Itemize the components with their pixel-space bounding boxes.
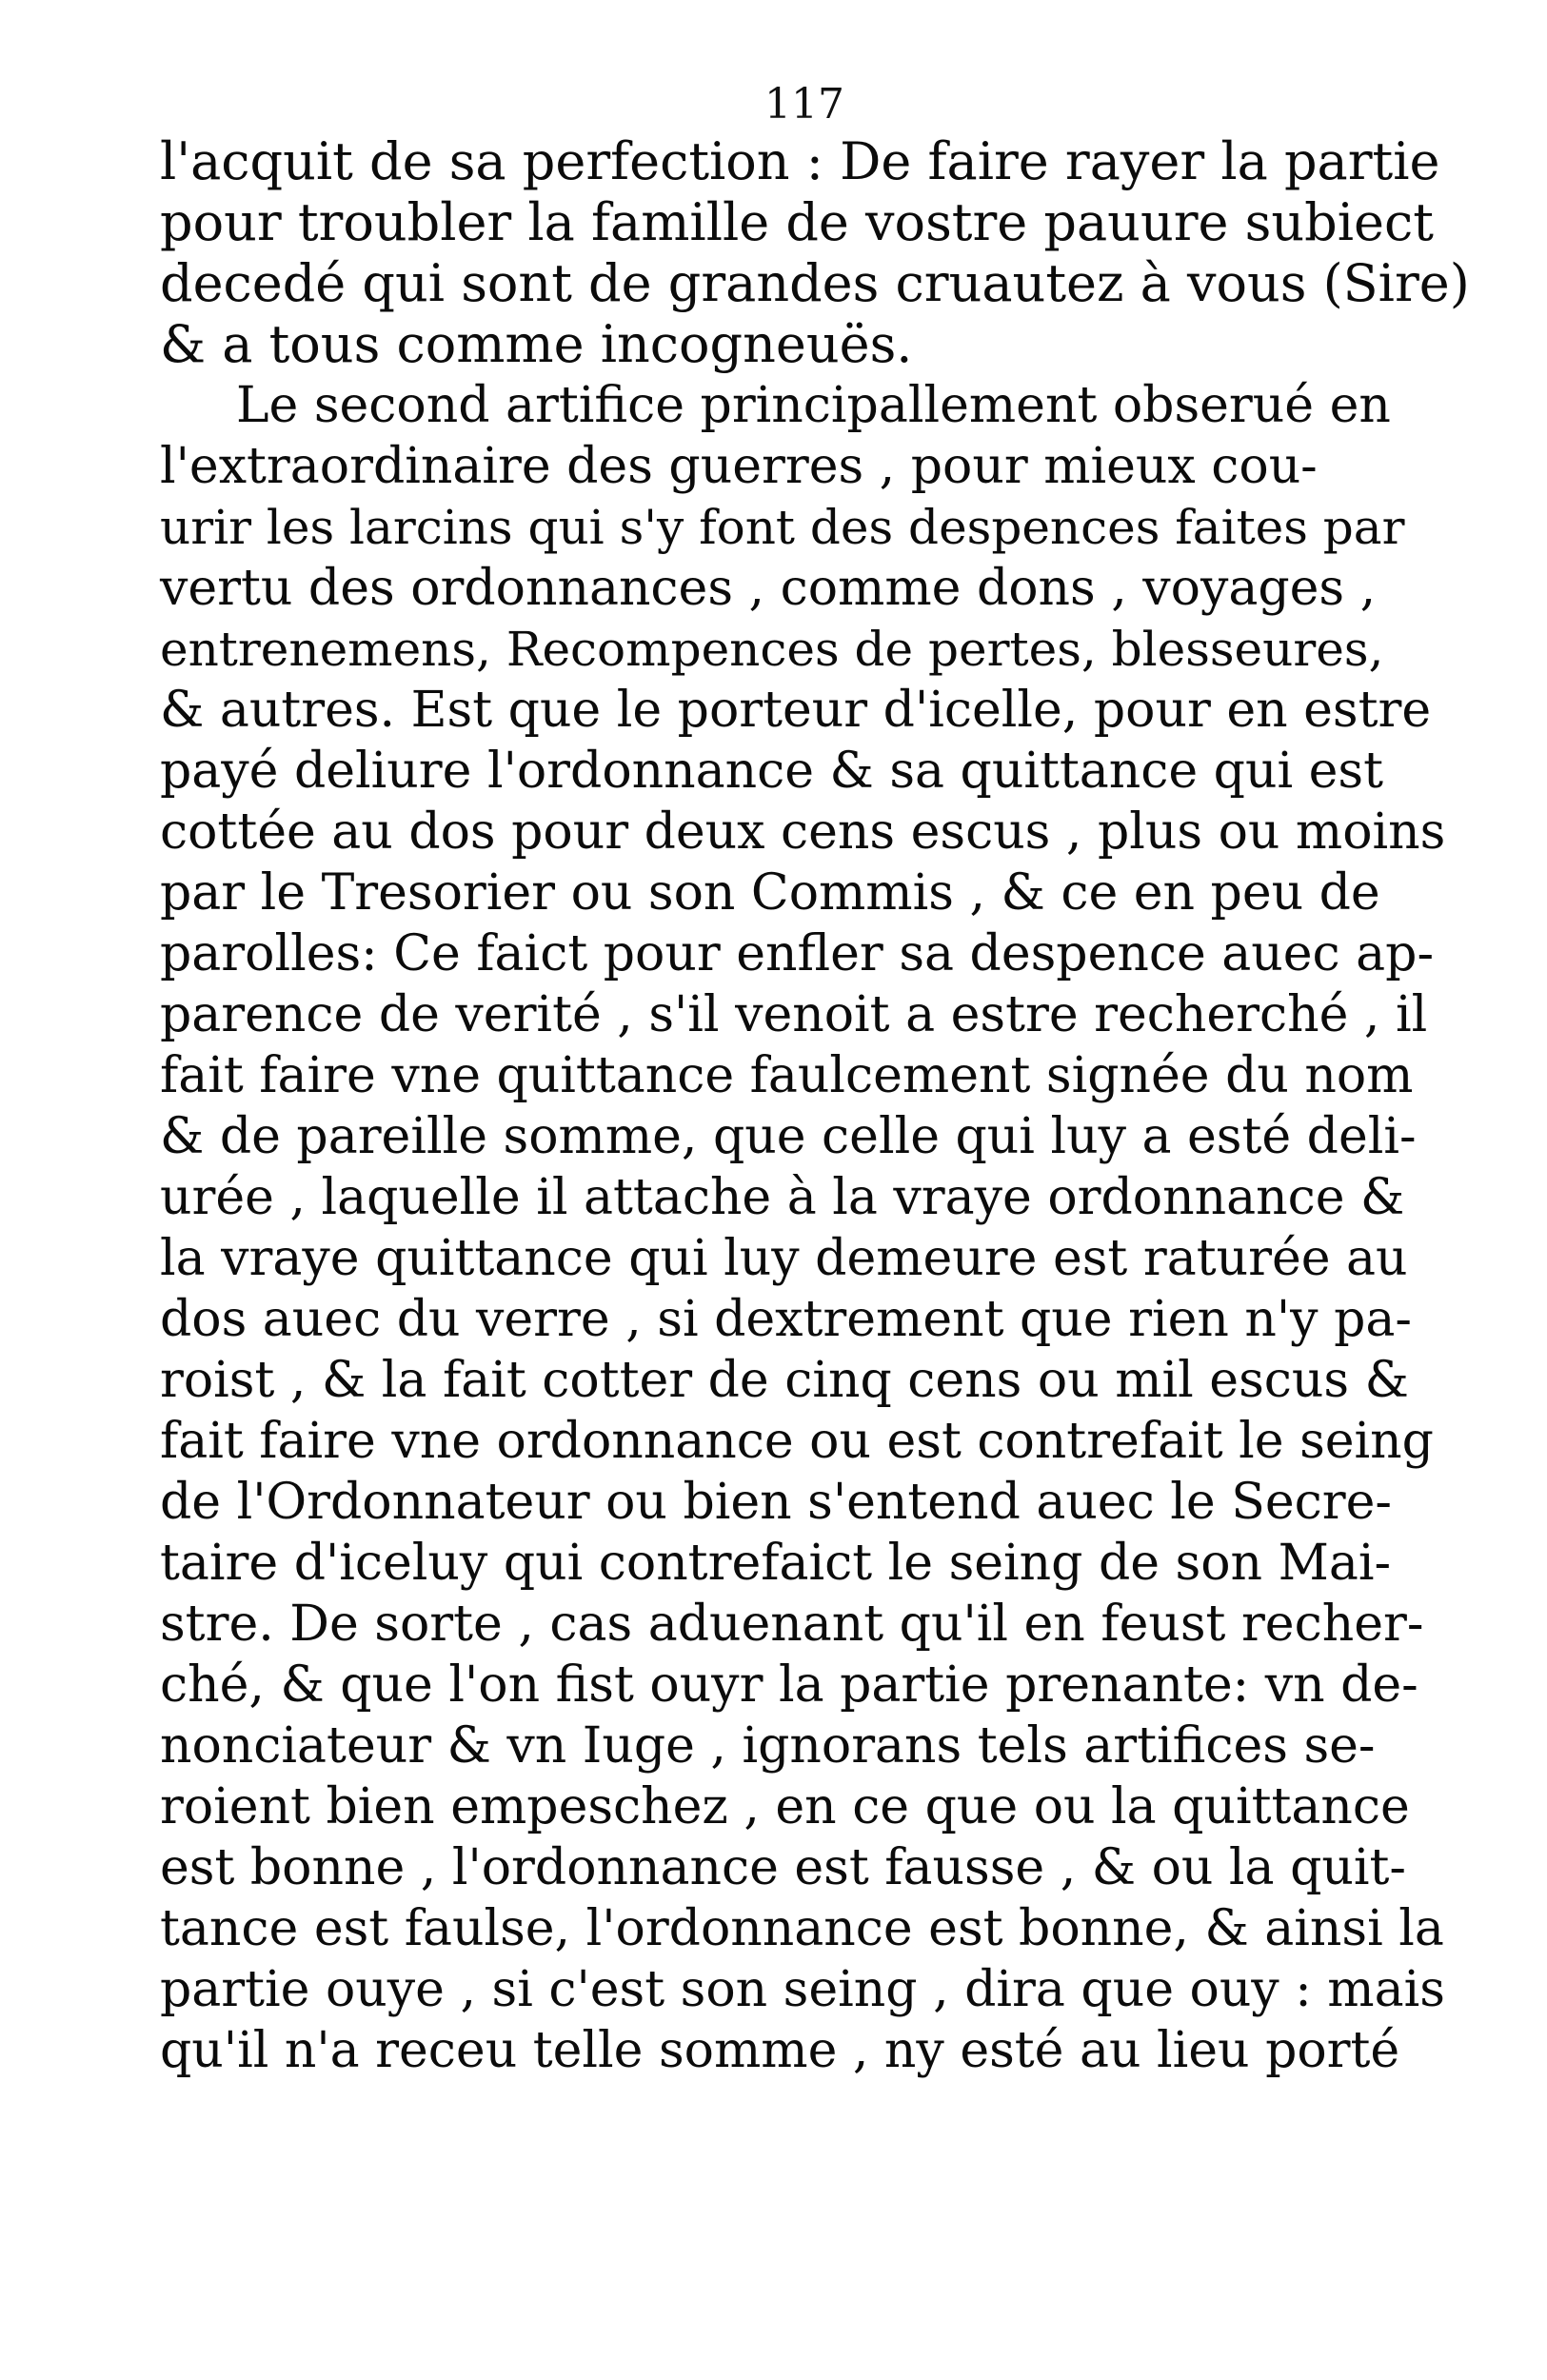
text-line: parence de verité , s'il venoit a estre recherché , il	[160, 986, 1428, 1043]
text-line: stre. De sorte , cas aduenant qu'il en feust recher-	[160, 1596, 1424, 1653]
text-line: dos auec du verre , si dextrement que rien n'y pa-	[160, 1291, 1412, 1348]
text-line: la vraye quittance qui luy demeure est raturée au	[160, 1230, 1408, 1287]
text-line: urir les larcins qui s'y font des despences faites par	[160, 500, 1405, 555]
text-line: vertu des ordonnances , comme dons , voyages ,	[160, 560, 1377, 617]
text-line: par le Tresorier ou son Commis , & ce en peu de	[160, 864, 1380, 922]
body-text	[160, 131, 1470, 2081]
text-line: qu'il n'a receu telle somme , ny esté au lieu porté	[160, 2022, 1400, 2079]
text-line: de l'Ordonnateur ou bien s'entend auec le Secre-	[160, 1474, 1392, 1531]
text-line: parolles: Ce faict pour enfler sa despence auec ap-	[160, 925, 1435, 982]
text-line: & a tous comme incogneuës.	[160, 314, 913, 374]
text-line: nonciateur & vn Iuge , ignorans tels artifices se-	[160, 1717, 1376, 1775]
text-line: cottée au dos pour deux cens escus , plus ou moins	[160, 803, 1446, 861]
text-line: urée , laquelle il attache à la vraye ordonnance &	[160, 1169, 1405, 1226]
text-line: entrenemens, Recompences de pertes, blesseures,	[160, 622, 1384, 677]
text-line: & de pareille somme, que celle qui luy a esté deli-	[160, 1108, 1417, 1165]
text-line: roist , & la fait cotter de cinq cens ou mil escus &	[160, 1352, 1409, 1409]
text-line: ché, & que l'on fist ouyr la partie prenante: vn de-	[160, 1656, 1418, 1714]
text-line: l'extraordinaire des guerres , pour mieux cou-	[160, 438, 1318, 495]
text-line: est bonne , l'ordonnance est fausse , & ou la quit-	[160, 1839, 1406, 1896]
text-line: decedé qui sont de grandes cruautez à vous (Sire)	[160, 253, 1470, 313]
text-line: pour troubler la famille de vostre pauure subiect	[160, 192, 1434, 252]
text-line: fait faire vne ordonnance ou est contrefait le seing	[160, 1413, 1434, 1470]
text-line: fait faire vne quittance faulcement signée du nom	[160, 1047, 1414, 1104]
text-line: & autres. Est que le porteur d'icelle, pour en estre	[160, 682, 1432, 739]
page-number: 117	[764, 80, 844, 129]
text-line: taire d'iceluy qui contrefaict le seing de son Mai-	[160, 1535, 1392, 1592]
text-line: tance est faulse, l'ordonnance est bonne, & ainsi la	[160, 1900, 1444, 1957]
text-line: payé deliure l'ordonnance & sa quittance qui est	[160, 743, 1383, 800]
text-line: roient bien empeschez , en ce que ou la quittance	[160, 1778, 1410, 1835]
text-line: partie ouye , si c'est son seing , dira que ouy : mais	[160, 1961, 1445, 2018]
text-line: l'acquit de sa perfection : De faire rayer la partie	[160, 131, 1440, 191]
paragraph-start-line: Le second artifice principallement obserué en	[236, 377, 1391, 434]
